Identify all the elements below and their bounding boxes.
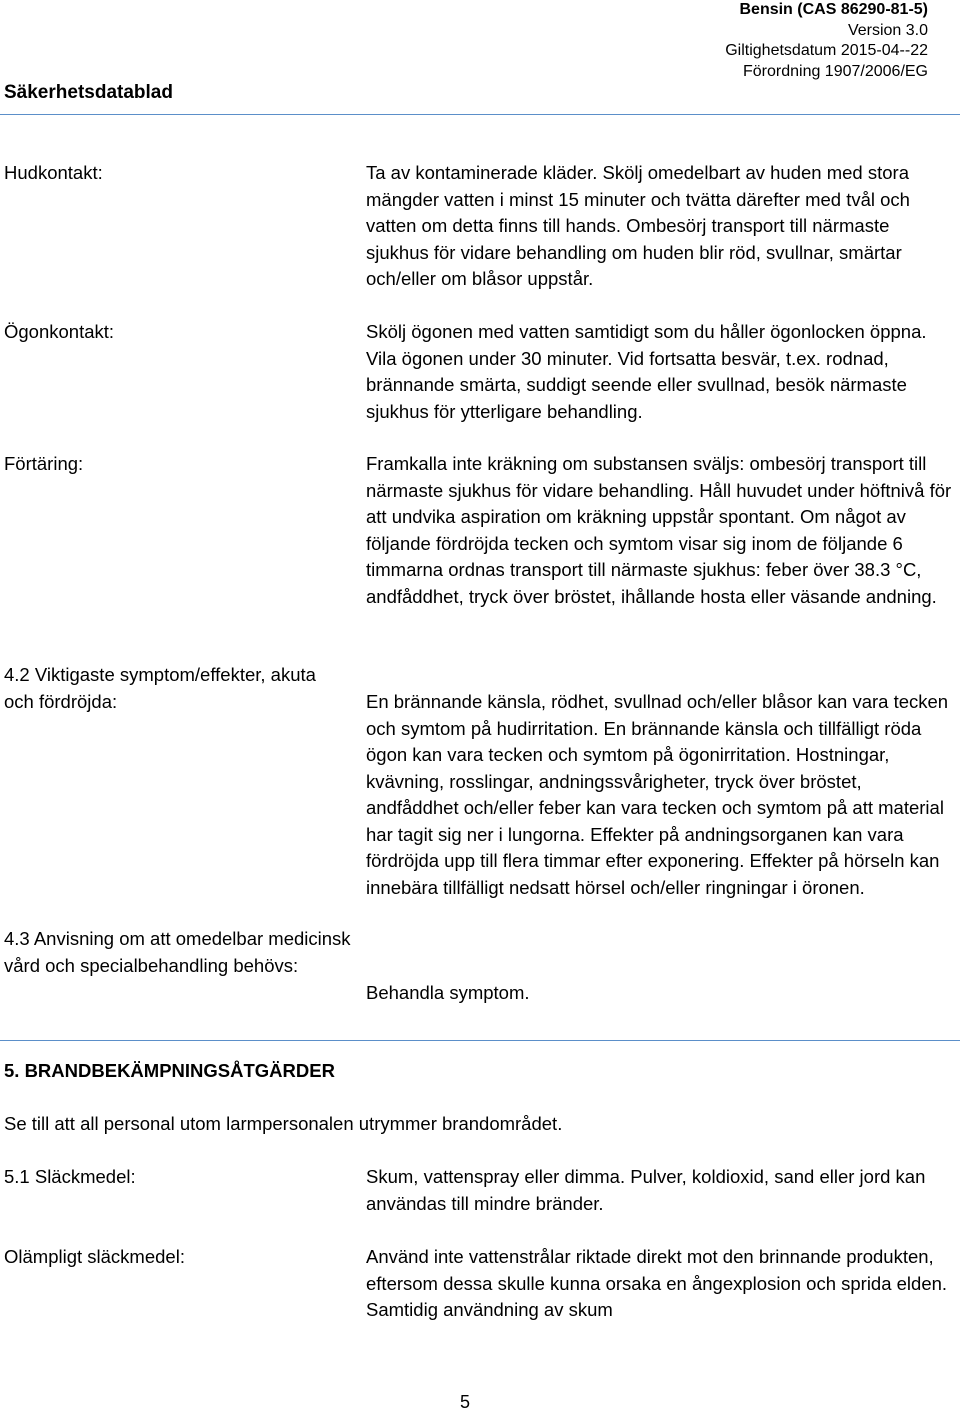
document-title: Säkerhetsdatablad bbox=[4, 82, 173, 103]
validity-date: Giltighetsdatum 2015-04--22 bbox=[725, 42, 928, 59]
eye-contact-text: Skölj ögonen med vatten samtidigt som du håller ögonlocken öppna. Vila ögonen under 30 minuter. Vid fortsatta besvär, t.ex. rodnad, brännande smärta, suddigt seende eller svullnad, besök närmaste sjukhus för ytterligare behandling. bbox=[366, 321, 927, 422]
section-divider bbox=[0, 1040, 960, 1041]
unsuitable-media-label: Olämpligt släckmedel: bbox=[4, 1246, 185, 1267]
product-name: Bensin (CAS 86290-81-5) bbox=[739, 1, 928, 18]
version: Version 3.0 bbox=[847, 21, 928, 39]
extinguishing-media-text: Skum, vattenspray eller dimma. Pulver, koldioxid, sand eller jord kan användas till mindre bränder. bbox=[366, 1166, 926, 1214]
regulation: Förordning 1907/2006/EG bbox=[742, 62, 928, 80]
ingestion-label: Förtäring: bbox=[4, 453, 84, 474]
header-divider bbox=[0, 114, 960, 115]
medical-advice-text: Behandla symptom. bbox=[366, 982, 530, 1003]
medical-advice-label: 4.3 Anvisning om att omedelbar medicinsk vård och specialbehandling behövs: bbox=[4, 928, 351, 976]
page-number: 5 bbox=[459, 1392, 470, 1412]
extinguishing-media-label: 5.1 Släckmedel: bbox=[4, 1166, 136, 1187]
eye-contact-label: Ögonkontakt: bbox=[4, 321, 115, 342]
ingestion-text: Framkalla inte kräkning om substansen sväljs: ombesörj transport till närmaste sjukhus för vidare behandling. Håll huvudet under höftnivå för att undvika aspiration om kräkning uppstår spontant. Om något av följande fördröjda tecken och symtom visar sig inom de följande 6 timmarna ordnas transport till närmaste sjukhus: feber över 38.3 °C, andfåddhet, tryck över bröstet, ihållande hosta eller väsande andning. bbox=[366, 453, 952, 607]
symptoms-text: En brännande känsla, rödhet, svullnad och/eller blåsor kan vara tecken och symtom på hudirritation. En brännande känsla och tillfälligt röda ögon kan vara tecken och symtom på ögonirritation. Hostningar, kvävning, rosslingar, andningssvårigheter, tryck över bröstet, andfåddhet och/eller feber kan vara tecken och symtom på att material har tagit sig ner i lungorna. Effekter på andningsorganen kan vara fördröjda upp till flera timmar efter exponering. Effekter på hörseln kan innebära tillfälligt nedsatt hörsel och/eller ringningar i öronen. bbox=[366, 691, 949, 898]
skin-contact-text: Ta av kontaminerade kläder. Skölj omedelbart av huden med stora mängder vatten i minst 15 minuter och tvätta därefter med tvål och vatten om detta finns till hands. Ombesörj transport till närmaste sjukhus för vidare behandling om huden blir röd, svullnar, smärtar och/eller om blåsor uppstår. bbox=[366, 162, 910, 289]
section5-intro: Se till att all personal utom larmpersonalen utrymmer brandområdet. bbox=[4, 1113, 563, 1134]
skin-contact-label: Hudkontakt: bbox=[4, 162, 103, 183]
document-header-meta bbox=[725, 0, 928, 82]
section5-heading: 5. BRANDBEKÄMPNINGSÅTGÄRDER bbox=[4, 1060, 335, 1081]
unsuitable-media-text: Använd inte vattenstrålar riktade direkt mot den brinnande produkten, eftersom dessa skulle kunna orsaka en ångexplosion och sprida elden. Samtidig användning av skum bbox=[366, 1246, 948, 1320]
symptoms-label: 4.2 Viktigaste symptom/effekter, akuta och fördröjda: bbox=[4, 664, 316, 712]
